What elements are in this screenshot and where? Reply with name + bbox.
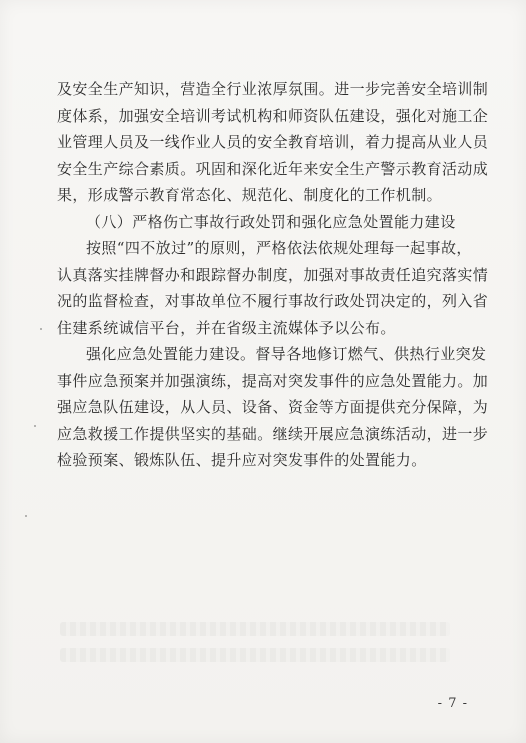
document-body (57, 76, 489, 474)
text-line: 况的监督检查，对事故单位不履行事故行政处罚决定的，列入省 (57, 292, 489, 310)
paragraph (57, 76, 489, 209)
text-line: 强应急队伍建设，从人员、设备、资金等方面提供充分保障，为 (57, 398, 489, 416)
text-line: 强化应急处置能力建设。督导各地修订燃气、供热行业突发 (86, 345, 487, 363)
paper-speck (40, 328, 42, 330)
text-line: 度体系，加强安全培训考试机构和师资队伍建设，强化对施工企 (57, 106, 489, 125)
text-line: 住建系统诚信平台，并在省级主流媒体予以公布。 (57, 318, 396, 337)
text-line: 应急救援工作提供坚实的基础。继续开展应急演练活动，进一步 (57, 424, 489, 443)
text-line: 事件应急预案并加强演练，提高对突发事件的应急处置能力。加 (57, 371, 489, 390)
text-line: 认真落实挂牌督办和跟踪督办制度，加强对事故责任追究落实情 (57, 265, 489, 284)
text-line: 及安全生产知识，营造全行业浓厚氛围。进一步完善安全培训制 (57, 80, 489, 98)
paper-speck (25, 515, 27, 517)
text-line: 按照“四不放过”的原则，严格依法依规处理每一起事故， (86, 239, 472, 257)
text-line: 业管理人员及一线作业人员的安全教育培训，着力提高从业人员 (57, 133, 489, 151)
paper-speck (34, 425, 36, 427)
section-heading: （八）严格伤亡事故行政处罚和强化应急处置能力建设 (86, 212, 456, 231)
show-through-mark (60, 622, 450, 636)
paragraph (57, 341, 489, 474)
show-through-mark (60, 648, 450, 662)
text-line: 果，形成警示教育常态化、规范化、制度化的工作机制。 (57, 186, 443, 204)
text-line: 安全生产综合素质。巩固和深化近年来安全生产警示教育活动成 (57, 159, 489, 178)
page-number: - 7 - (437, 696, 468, 711)
text-line: 检验预案、锻炼队伍、提升应对突发事件的处置能力。 (57, 451, 427, 469)
paragraph (57, 235, 489, 341)
